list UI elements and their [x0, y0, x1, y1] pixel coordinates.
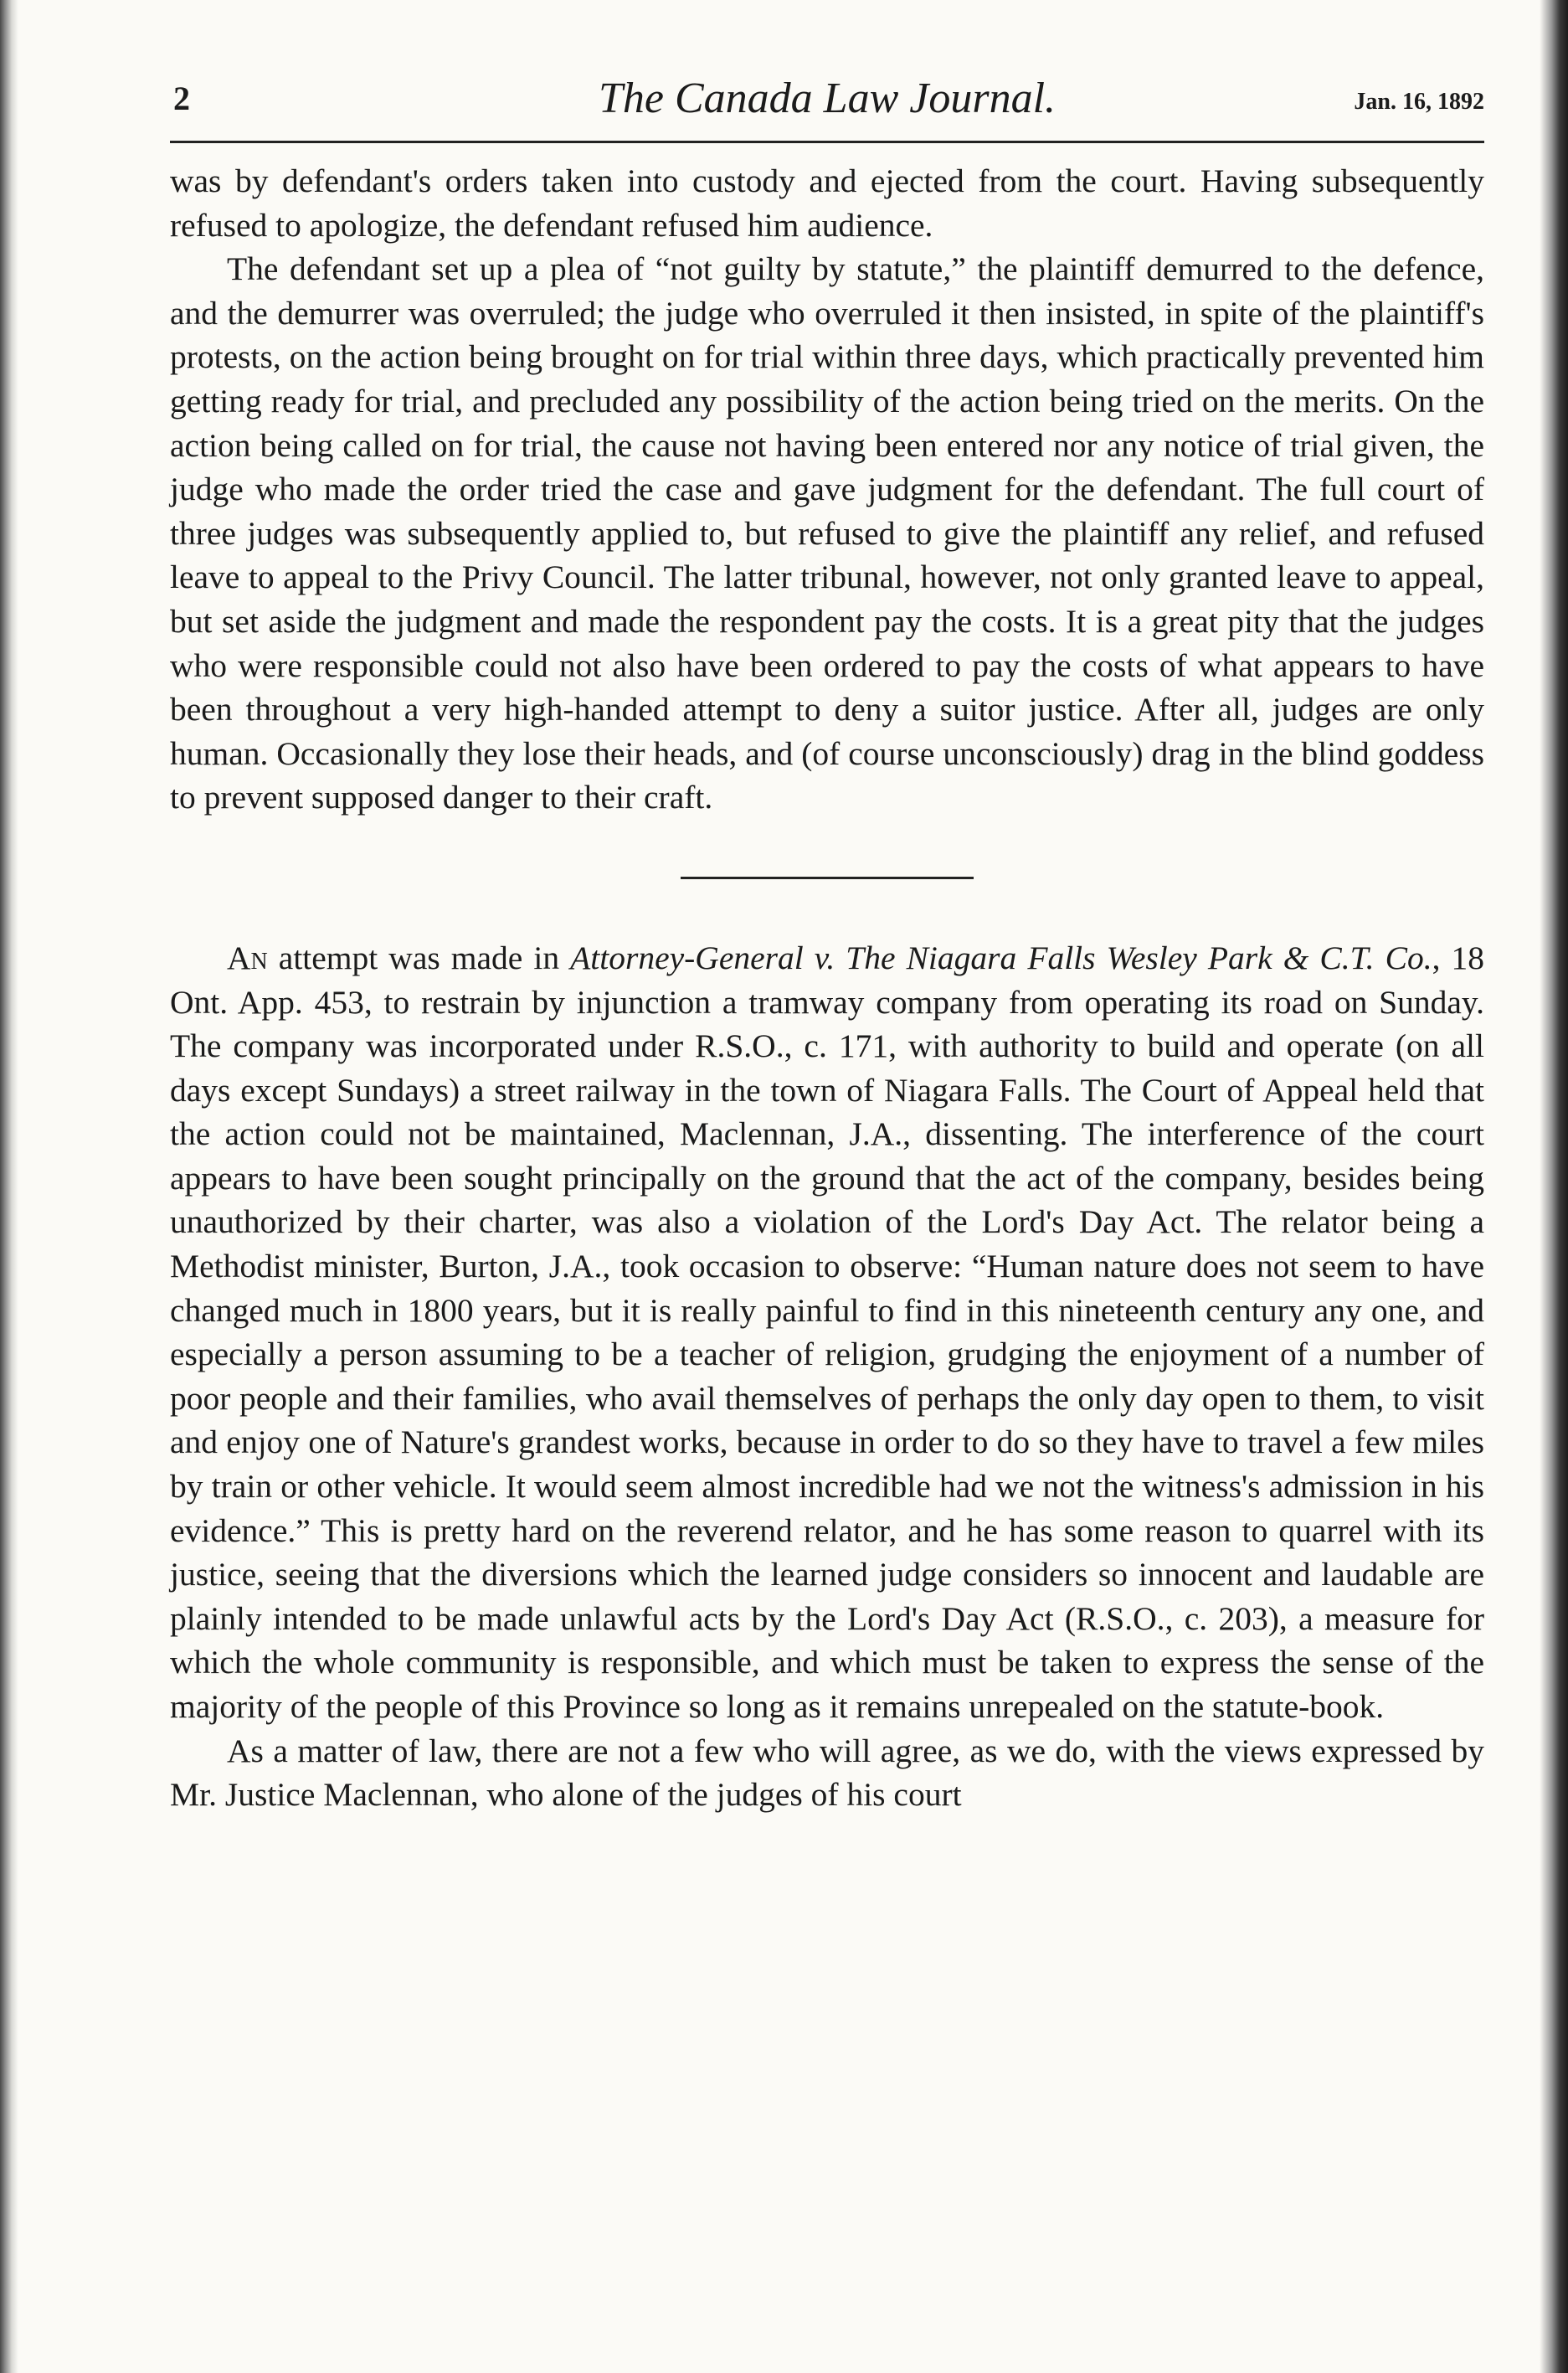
paragraph-plea: The defendant set up a plea of “not guilty by statute,” the plaintiff demurred to the defence, and the demurrer was overruled; the judge who overruled it then insisted, in spite of the plaintiff's protests, on the action being brought on for trial within three days, which practically prevented him getting ready for trial, and precluded any possibility of the action being tried on the merits. On the action being called on for trial, the cause not having been entered nor any notice of trial given, the judge who made the order tried the case and gave judgment for the defendant. The full court of three judges was subsequently applied to, but refused to give the plaintiff any relief, and refused leave to appeal to the Privy Council. The latter tribunal, however, not only granted leave to appeal, but set aside the judgment and made the respondent pay the costs. It is a great pity that the judges who were responsible could not also have been ordered to pay the costs of what appears to have been throughout a very high-handed attempt to deny a suitor justice. After all, judges are only human. Occasionally they lose their heads, and (of course unconsciously) drag in the blind goddess to prevent supposed danger to their craft. [170, 250, 1484, 816]
lead-word: An [227, 939, 268, 976]
issue-date: Jan. 16, 1892 [1354, 89, 1484, 115]
paragraph-matter-of-law: As a matter of law, there are not a few who will agree, as we do, with the views expressed by Mr. Justice Maclennan, who alone of the judges of his court [170, 1732, 1484, 1814]
text-run: attempt was made in [267, 939, 571, 976]
article-body [170, 159, 1484, 1817]
running-header [170, 70, 1484, 142]
text-run: , 18 Ont. App. 453, to restrain by injunction a tramway company from operating its road on Sunday. The company was incorporated under R.S.O., c. 171, with authority to build and operate (on all days except Sundays) a street railway in the town of Niagara Falls. The Court of Appeal held that the action could not be maintained, Maclennan, J.A., dissenting. The interference of the court appears to have been sought principally on the ground that the act of the company, besides being unauthorized by their charter, was also a violation of the Lord's Day Act. The relator being a Methodist minister, Burton, J.A., took occasion to observe: “Human nature does not seem to have changed much in 1800 years, but it is really painful to find in this nineteenth century any one, and especially a person assuming to be a teacher of religion, grudging the enjoyment of a number of poor people and their families, who avail themselves of perhaps the only day open to them, to visit and enjoy one of Nature's grandest works, because in order to do so they have to travel a few miles by train or other vehicle. It would seem almost incredible had we not the witness's admission in his evidence.” This is pretty hard on the reverend relator, and he has some reason to quarrel with its justice, seeing that the diversions which the learned judge considers so innocent and laudable are plainly intended to be made unlawful acts by the Lord's Day Act (R.S.O., c. 203), a measure for which the whole community is responsible, and which must be taken to express the sense of the majority of the people of this Province so long as it remains unrepealed on the statute-book. [170, 939, 1484, 1725]
journal-title: The Canada Law Journal. [598, 75, 1056, 122]
scan-edge-right [1540, 0, 1568, 2373]
journal-page [170, 70, 1484, 1817]
paragraph-continued: was by defendant's orders taken into custody and ejected from the court. Having subsequently refused to apologize, the defendant refused him audience. [170, 162, 1484, 244]
header-rule [170, 141, 1484, 143]
section-divider [681, 877, 974, 879]
case-citation: Attorney-General v. The Niagara Falls Wesley Park & C.T. Co. [570, 939, 1432, 976]
paragraph-tramway-case [170, 936, 1484, 1729]
scan-edge-left [0, 0, 18, 2373]
page-number: 2 [173, 80, 190, 117]
